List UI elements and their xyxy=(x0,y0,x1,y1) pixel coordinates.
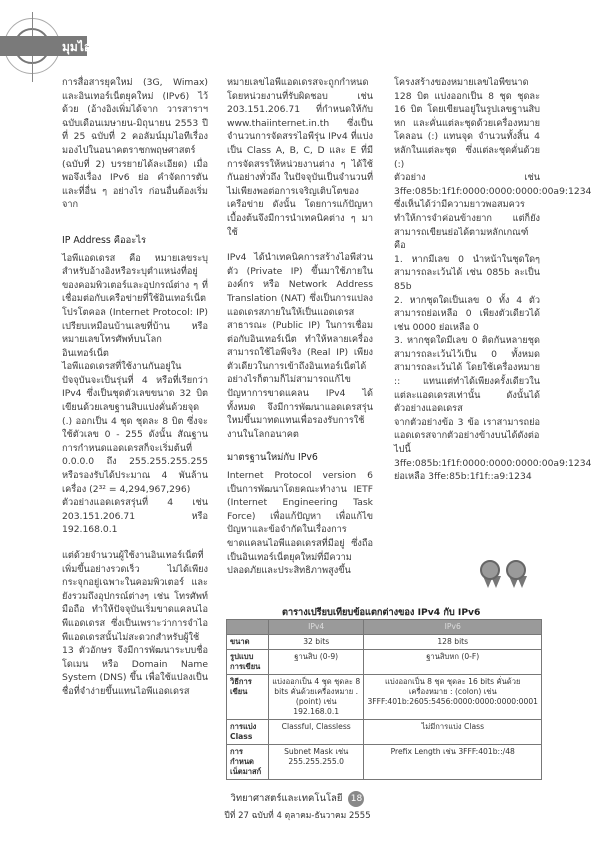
table-header-row xyxy=(227,620,542,635)
table-header-cell: IPv6 xyxy=(364,620,542,635)
paragraph: ไอพีแอดเดรส คือ หมายเลขระบุสำหรับอ้างอิงหรือระบุตำแหน่งที่อยู่ของคอมพิวเตอร์และอุปกรณ์ต่าง ๆ ที่เชื่อมต่อกับเครือข่ายที่ใช้อินเทอร์เน็ตโปรโตคอล (Internet Protocol: IP) เปรียบเหมือนบ้านเลขที่บ้าน หรือหมายเลขโทรศัพท์บนโลกอินเทอร์เน็ต xyxy=(62,252,208,359)
table-row xyxy=(227,675,542,720)
footer-issue-line xyxy=(0,808,595,822)
table-header-cell: IPv4 xyxy=(268,620,364,635)
ipv4-cell: ฐานสิบ (0-9) xyxy=(268,650,364,675)
page-number: 18 xyxy=(348,791,364,807)
column-3 xyxy=(394,76,592,484)
paragraph: ตัวอย่างแอดเดรสรุ่นที่ 4 เช่น 203.151.206.71 หรือ 192.168.0.1 xyxy=(62,497,208,536)
section-title: มุมไอที xyxy=(62,40,99,54)
paragraph: การสื่อสารยุคใหม่ (3G, Wimax) และอินเทอร์เน็ตยุคใหม่ (IPv6) ไว้ด้วย (อ้างอิงเพิ่มได้จาก วารสาราฯ ฉบับเดือนเมษายน-มิถุนายน 2553 ปีที่ 25 ฉบับที่ 2 คอลัมน์มุมไอทีเรื่อง มองไปในอนาคตราชกพฤษศาสตร์ (ฉบับที่ 2) บรรยายได้ละเอียด) เมื่อพอจึงเรื่อง IPv6 ย่อ คำจัดการตัน และที่อื่น ๆ อย่างไร ก่อนอื่นต้องเริ่มจาก xyxy=(62,77,208,211)
ipv6-cell: ไม่มีการแบ่ง Class xyxy=(364,720,542,745)
issue-info: ปีที่ 27 ฉบับที่ 4 ตุลาคม-ธันวาคม 2555 xyxy=(224,811,371,821)
journal-name: วิทยาศาสตร์และเทคโนโลยี xyxy=(230,793,343,804)
ribbon-badge-icon xyxy=(506,560,526,588)
row-label: ขนาด xyxy=(227,635,269,650)
ipv6-cell: Prefix Length เช่น 3FFF:401b::/48 xyxy=(364,745,542,780)
paragraph: ซึ่งเห็นได้ว่ามีความยาวพอสมควร ทำให้การจำค่อนข้างยาก แต่ก็ยังสามารถเขียนย่อได้ตามหลักเกณฑ์ คือ xyxy=(394,199,540,252)
table-row xyxy=(227,650,542,675)
paragraph: Internet Protocol version 6 เป็นการพัฒนาโดยคณะทำงาน IETF (Internet Engineering Task Force) เพื่อแก้ปัญหา เพื่อแก้ไขปัญหาและข้อจำกัดในเรื่องการขาดแคลนไอพีแอดเดรสที่มีอยู่ ซึ่งถือเป็นอินเทอร์เน็ตยุคใหม่ที่มีความปลอดภัยและประสิทธิภาพสูงขึ้น xyxy=(227,470,373,577)
ipv4-cell: แบ่งออกเป็น 4 ชุด ชุดละ 8 bits คั่นด้วยเครื่องหมาย . (point) เช่น 192.168.0.1 xyxy=(268,675,364,720)
column-1 xyxy=(62,76,208,699)
paragraph: 3ffe:085b:1f1f:0000:0000:0000:00a9:1234 ย่อเหลือ 3ffe:85b:1f1f::a9:1234 xyxy=(394,457,592,483)
comparison-table xyxy=(226,619,542,780)
list-item: 3. หากชุดใดมีเลข 0 ติดกันหลายชุดสามารถละเว้นไว้เป็น 0 ทั้งหมด สามารถละเว้นได้ โดยใช้เครื่องหมาย :: แทนแต่ทำได้เพียงครั้งเดียวในแต่ละแอดเดรสเท่านั้น ดังนั้นได้ตัวอย่างแอดเดรส xyxy=(394,335,540,415)
table-row xyxy=(227,720,542,745)
row-label: การกำหนด เน็ตมาสก์ xyxy=(227,745,269,780)
ipv4-cell: Classful, Classless xyxy=(268,720,364,745)
row-label: รูปแบบการเขียน xyxy=(227,650,269,675)
section-heading: มาตรฐานใหม่กับ IPv6 xyxy=(227,452,318,464)
list-item: 2. หากชุดใดเป็นเลข 0 ทั้ง 4 ตัว สามารถย่อเหลือ 0 เพียงตัวเดียวได้ เช่น 0000 ย่อเหลือ 0 xyxy=(394,294,540,333)
ipv4-cell: Subnet Mask เช่น 255.255.255.0 xyxy=(268,745,364,780)
paragraph: ไอพีแอดเดรสที่ใช้งานกันอยู่ในปัจจุบันจะเป็นรุ่นที่ 4 หรือที่เรียกว่า IPv4 ซึ่งเป็นชุดตัวเลขขนาด 32 บิต เขียนด้วยเลขฐานสิบแบ่งคั่นด้วยจุด (.) ออกเป็น 4 ชุด ชุดละ 8 บิต ซึ่งจะใช้ตัวเลข 0 - 255 ดังนั้น สัณฐานการกำหนดแอดเดรสก็จะเริ่มต้นที่ 0.0.0.0 ถึง 255.255.255.255 หรือรองรับได้ประมาณ 4 พันล้านเครื่อง (2³² = 4,294,967,296) xyxy=(62,361,208,495)
ipv4-cell: 32 bits xyxy=(268,635,364,650)
ribbon-badge-icon xyxy=(480,560,500,588)
paragraph: โครงสร้างของหมายเลขไอพีขนาด 128 บิต แบ่งออกเป็น 8 ชุด ชุดละ 16 บิต โดยเขียนอยู่ในรูปเลขฐานสิบหก และคั่นแต่ละชุดด้วยเครื่องหมายโคลอน (:) แทนจุด จำนวนทั้งสิ้น 4 หลักในแต่ละชุด ซึ่งแต่ละชุดคั่นด้วย (:) xyxy=(394,77,540,170)
column-2 xyxy=(227,76,373,578)
paragraph: จากตัวอย่างข้อ 3 ข้อ เราสามารถย่อแอดเดรสจากตัวอย่างข้างบนได้ดังต่อไปนี้ xyxy=(394,416,540,456)
table-row xyxy=(227,745,542,780)
paragraph: ตัวอย่าง เช่น 3ffe:085b:1f1f:0000:0000:0000:00a9:1234 xyxy=(394,172,592,197)
section-heading: IP Address คืออะไร xyxy=(62,234,147,246)
list-item: 1. หากมีเลข 0 นำหน้าในชุดใดๆ สามารถละเว้นได้ เช่น 085b ละเป็น 85b xyxy=(394,253,540,292)
table-header-cell xyxy=(227,620,269,635)
table-row xyxy=(227,635,542,650)
paragraph: แต่ด้วยจำนวนผู้ใช้งานอินเทอร์เน็ตที่เพิ่มขึ้นอย่างรวดเร็ว ไม่ได้เพียงกระจุกอยู่เฉพาะในคอมพิวเตอร์ และยังรวมถึงอุปกรณ์ต่างๆ เช่น โทรศัพท์มือถือ ทำให้ปัจจุบันเริ่มขาดแคลนไอพีแอดเดรส ซึ่งเป็นเพราะว่าการจำไอพีแอดเดรสนั้นไม่สะดวกสำหรับผู้ใช้ 13 ตัวอักษร จึงมีการพัฒนาระบบชื่อโดเมน หรือ Domain Name System (DNS) ขึ้น เพื่อใช้แปลงเป็นชื่อที่จำง่ายขึ้นแทนไอพีแอดเดรส xyxy=(62,550,208,697)
paragraph: หมายเลขไอพีแอดเดรสจะถูกกำหนดโดยหน่วยงานที่รับผิดชอบ เช่น 203.151.206.71 ที่กำหนดให้กับ www.thaiinternet.in.th ซึ่งเป็น จำนวนการจัดสรรไอพีรุ่น IPv4 ที่แบ่งเป็น Class A, B, C, D และ E ที่มีการจัดสรรให้หน่วยงานต่าง ๆ ได้ใช้กันอย่างทั่วถึง ในปัจจุบันเป็นจำนวนที่ไม่เพียงพอต่อการเจริญเติบโตของเครือข่าย ดังนั้น โดยการแก้ปัญหาเบื้องต้นจึงมีการนำเทคนิคต่าง ๆ มาใช้ xyxy=(227,77,373,238)
footer-journal-line xyxy=(0,791,595,807)
ipv6-cell: 128 bits xyxy=(364,635,542,650)
ipv6-cell: ฐานสิบหก (0-F) xyxy=(364,650,542,675)
row-label: วิธีการเขียน xyxy=(227,675,269,720)
ipv6-cell: แบ่งออกเป็น 8 ชุด ชุดละ 16 bits คั่นด้วยเครื่องหมาย : (colon) เช่น 3FFF:401b:2605:5456:0000:0000:0000:0001 xyxy=(364,675,542,720)
paragraph: IPv4 ได้นำเทคนิคการสร้างไอพีส่วนตัว (Private IP) ขึ้นมาใช้ภายในองค์กร หรือ Network Address Translation (NAT) ซึ่งเป็นการแปลงแอดเดรสภายในให้เป็นแอดเดรสสาธารณะ (Public IP) ในการเชื่อมต่อกับอินเทอร์เน็ต ทำให้หลายเครื่องสามารถใช้ไอพีจริง (Real IP) เพียงตัวเดียวในการเข้าถึงอินเทอร์เน็ตได้ อย่างไรก็ตามก็ไม่สามารถแก้ไขปัญหาการขาดแคลน IPv4 ได้ทั้งหมด จึงมีการพัฒนาแอดเดรสรุ่นใหม่ขึ้นมาทดแทนเพื่อรองรับการใช้งานในโลกอนาคต xyxy=(227,252,373,440)
table-title: ตารางเปรียบเทียบข้อแตกต่างของ IPv4 กับ IPv6 xyxy=(282,607,481,618)
row-label: การแบ่ง Class xyxy=(227,720,269,745)
